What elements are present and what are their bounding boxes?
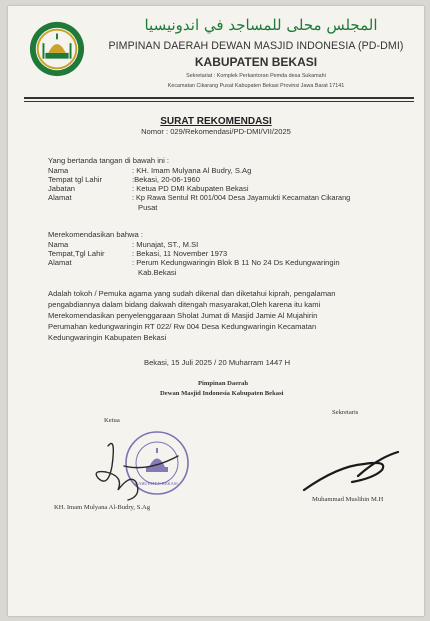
- secretary-signature: [298, 446, 404, 496]
- chair-signature: [78, 426, 188, 506]
- region-name: KABUPATEN BEKASI: [194, 55, 318, 69]
- secretary-name: Muhammad Muslihin M.H: [312, 496, 384, 503]
- recommended-name-label: Nama: [48, 240, 69, 249]
- signer-address-label: Alamat: [48, 193, 72, 202]
- letter-number: Nomor : 029/Rekomendasi/PD-DMI/VII/2025: [141, 127, 291, 136]
- signer-birth-label: Tempat tgl Lahir: [48, 175, 103, 184]
- chair-name: KH. Imam Mulyana Al-Budry, S.Ag: [54, 504, 151, 511]
- header-rule-thick: [24, 97, 414, 99]
- address-line-1: Sekretariat : Komplek Perkantoran Pemda desa Sukamahi: [186, 73, 326, 79]
- recommended-name-value: : Munajat, ST., M.SI: [132, 240, 199, 249]
- intro-text: Yang bertanda tangan di bawah ini :: [48, 156, 170, 165]
- recommended-address-value: : Perum Kedungwaringin Blok B 11 No 24 Ds Kedungwaringin: [132, 258, 340, 267]
- arabic-org-name: المجلس محلى للمساجد في اندونيسيا: [144, 16, 378, 34]
- dmi-logo: [28, 20, 86, 78]
- chair-label: Ketua: [104, 417, 120, 424]
- letter-title: SURAT REKOMENDASI: [160, 116, 272, 127]
- body-line: pengabdiannya dalam bidang dakwah ditengah masyarakat,Oleh karena itu kami: [48, 300, 321, 309]
- signer-position-value: : Ketua PD DMI Kabupaten Bekasi: [132, 184, 249, 193]
- header-rule-thin: [24, 101, 414, 102]
- letter-paper: [8, 6, 424, 616]
- body-line: Perumahan kedungwaringin RT 022/ Rw 004 Desa Kedungwaringin Kecamatan: [48, 322, 317, 331]
- secretary-label: Sekretaris: [332, 409, 359, 416]
- letter-date: Bekasi, 15 Juli 2025 / 20 Muharram 1447 H: [144, 358, 291, 367]
- recommended-birth-label: Tempat,Tgl Lahir: [48, 249, 105, 258]
- stamp-text: KABUPATEN BEKASI: [135, 481, 178, 486]
- signer-address-value-2: Pusat: [138, 203, 158, 212]
- recommended-address-label: Alamat: [48, 258, 72, 267]
- signer-name-label: Nama: [48, 166, 69, 175]
- recommended-birth-value: : Bekasi, 11 November 1973: [132, 249, 228, 258]
- closing-line-2: Dewan Masjid Indonesia Kabupaten Bekasi: [160, 390, 284, 397]
- closing-line-1: Pimpinan Daerah: [198, 380, 249, 387]
- body-line: Adalah tokoh / Pemuka agama yang sudah dikenal dan diketahui kiprah, pengalaman: [48, 289, 336, 298]
- org-name: PIMPINAN DAERAH DEWAN MASJID INDONESIA (PD-DMI): [108, 40, 404, 52]
- signer-birth-value: :Bekasi, 20-06-1960: [132, 175, 200, 184]
- recommend-intro: Merekomendasikan bahwa :: [48, 230, 143, 239]
- body-line: Kedungwaringin Kabupaten Bekasi: [48, 333, 167, 342]
- body-line: Merekomendasikan penyelenggaraan Sholat Jumat di Masjid Jamie Al Mujahirin: [48, 311, 318, 320]
- signer-position-label: Jabatan: [48, 184, 76, 193]
- signer-name-value: : KH. Imam Mulyana Al Budry, S.Ag: [132, 166, 252, 175]
- signer-address-value: : Kp Rawa Sentul Rt 001/004 Desa Jayamukti Kecamatan Cikarang: [132, 193, 351, 202]
- recommended-address-value-2: Kab.Bekasi: [138, 268, 177, 277]
- address-line-2: Kecamatan Cikarang Pusat Kabupaten Bekasi Provinsi Jawa Barat 17141: [167, 83, 345, 89]
